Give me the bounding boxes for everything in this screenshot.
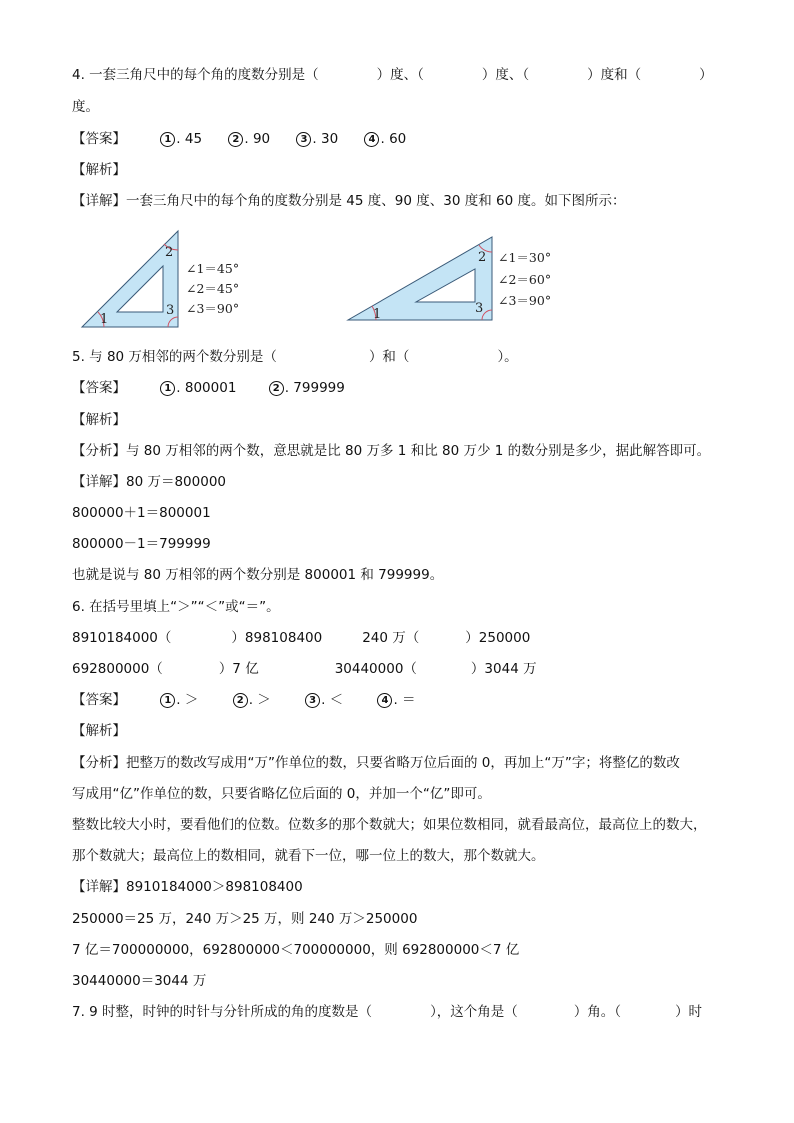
circled-number-icon: 4 [377,693,392,708]
q6-stem: 6. 在括号里填上“＞”“＜”或“＝”。 [72,599,280,615]
fig-right-label-2: ∠2＝60° [498,272,552,287]
q5-analysis-tag: 【解析】 [72,412,126,428]
q6-detail [72,878,303,896]
q6-fenxi-line-4: 那个数就大；最高位上的数相同，就看下一位，哪一位上的数大，那个数就大。 [72,848,545,864]
q5-stem-part: ）。 [497,349,518,365]
q4-analysis-tag: 【解析】 [72,162,126,178]
fig-left-mark-3: 3 [166,303,175,318]
q6-answer-row [72,691,438,709]
q7-stem-part: 7. 9 时整，时钟的时针与分针所成的角的度数是（ [72,1004,373,1020]
fig-right-mark-2: 2 [478,250,487,265]
q7-stem-part: ），这个角是（ [430,1004,518,1020]
fig-right-label-3: ∠3＝90° [498,293,552,308]
detail-tag: 【详解】 [72,879,126,895]
q6-cell: ）250000 [465,630,531,646]
answer-tag: 【答案】 [72,692,126,708]
q6-answer-1 [160,691,198,709]
set-square-30-60-icon [348,237,492,322]
detail-tag: 【详解】 [72,193,126,209]
answer-value: . 30 [312,131,339,147]
circled-number-icon: 1 [160,132,175,147]
circled-number-icon: 2 [228,132,243,147]
q4-stem-part: ）度、（ [376,67,424,83]
q7-stem-part: ）时 [675,1004,703,1020]
q6-analysis-tag: 【解析】 [72,723,126,739]
q5-fenxi [72,442,710,460]
q5-answer-1 [160,379,236,397]
q6-row-2 [72,660,537,678]
q4-stem-part: ） [699,67,713,83]
circled-number-icon: 3 [296,132,311,147]
detail-tag: 【详解】 [72,474,126,490]
q5-step-3: 也就是说与 80 万相邻的两个数分别是 800001 和 799999。 [72,567,444,583]
fig-left-mark-2: 2 [165,245,174,260]
q6-answer-3 [305,691,343,709]
q6-cell: 240 万（ [362,630,420,646]
answer-value: . ＞ [176,692,199,708]
circled-number-icon: 3 [305,693,320,708]
q6-cell: 692800000（ [72,661,163,677]
detail-text: 一套三角尺中的每个角的度数分别是 45 度、90 度、30 度和 60 度。如下图所示： [126,193,626,209]
q6-step-3: 30440000＝3044 万 [72,973,207,989]
set-square-45-icon [82,231,178,327]
circled-number-icon: 2 [269,381,284,396]
q4-stem-part: ）度、（ [481,67,530,83]
q6-cell: 8910184000（ [72,630,172,646]
q5-detail [72,473,226,491]
q5-answer-row [72,379,367,397]
fig-left-label-1: ∠1＝45° [186,261,240,276]
q6-row-1 [72,629,530,647]
q4-stem-part: 4. 一套三角尺中的每个角的度数分别是（ [72,67,319,83]
q5-step-2: 800000－1＝799999 [72,536,211,552]
circled-number-icon: 2 [233,693,248,708]
q6-cell: ）7 亿 [218,661,259,677]
answer-value: . ＜ [321,692,344,708]
q6-answer-2 [233,691,271,709]
fig-right-mark-1: 1 [373,307,382,322]
fenxi-tag: 【分析】 [72,755,126,771]
q4-stem-part: ）度和（ [587,67,642,83]
answer-value: . 45 [176,131,203,147]
detail-text: 8910184000＞898108400 [126,879,303,895]
circled-number-icon: 1 [160,693,175,708]
fig-left-label-2: ∠2＝45° [186,281,240,296]
set-square-figure [0,0,794,340]
q6-step-2: 7 亿＝700000000，692800000＜700000000，则 692800000＜7 亿 [72,942,520,958]
answer-value: . 90 [244,131,271,147]
q6-step-1: 250000＝25 万，240 万＞25 万，则 240 万＞250000 [72,911,418,927]
fig-left-mark-1: 1 [100,312,109,327]
q7-stem-part: ）角。（ [573,1004,622,1020]
q5-stem [72,348,518,366]
answer-value: . ＝ [393,692,416,708]
q5-step-1: 800000＋1＝800001 [72,505,211,521]
answer-value: . 800001 [176,380,237,396]
answer-value: . 60 [380,131,407,147]
fenxi-tag: 【分析】 [72,443,126,459]
answer-tag: 【答案】 [72,131,126,147]
q5-stem-part: ）和（ [368,349,410,365]
q6-answer-4 [377,691,415,709]
fig-right-mark-3: 3 [475,301,484,316]
fenxi-text: 把整万的数改写成用“万”作单位的数，只要省略万位后面的 0，再加上“万”字；将整亿的数改 [126,755,680,771]
q5-answer-2 [269,379,345,397]
q4-stem-tail: 度。 [72,99,99,115]
q7-stem [72,1003,702,1021]
q6-cell: ）3044 万 [470,661,537,677]
q6-cell: ）898108400 [231,630,323,646]
q6-fenxi-line-3: 整数比较大小时，要看他们的位数。位数多的那个数就大；如果位数相同，就看最高位，最高位上的数大， [72,817,707,833]
q6-fenxi-line-2: 写成用“亿”作单位的数，只要省略亿位后面的 0，并加一个“亿”即可。 [72,786,491,802]
detail-text: 80 万＝800000 [126,474,227,490]
fig-left-label-3: ∠3＝90° [186,301,240,316]
answer-value: . ＞ [248,692,271,708]
fenxi-text: 与 80 万相邻的两个数，意思就是比 80 万多 1 和比 80 万少 1 的数分别是多少，据此解答即可。 [126,443,711,459]
q5-stem-part: 5. 与 80 万相邻的两个数分别是（ [72,349,277,365]
circled-number-icon: 1 [160,381,175,396]
circled-number-icon: 4 [364,132,379,147]
q6-cell: 30440000（ [334,661,417,677]
fig-right-label-1: ∠1＝30° [498,250,552,265]
q6-fenxi [72,754,680,772]
answer-value: . 799999 [284,380,345,396]
answer-tag: 【答案】 [72,380,126,396]
